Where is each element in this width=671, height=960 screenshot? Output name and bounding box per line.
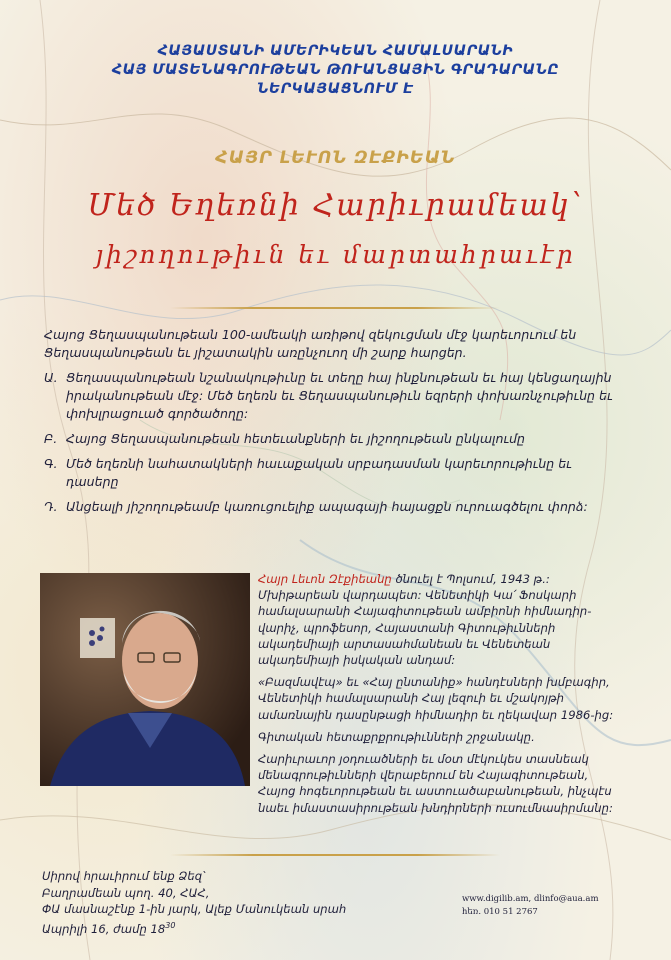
list-text: Մեծ եղեռնի նահատակների հաւաքական սրբադասման կարեւորութիւնը եւ դասերը [66, 456, 572, 489]
header-line-3: ՆԵՐԿԱՅԱՑՆՈՒՄ Է [257, 81, 414, 97]
list-marker: Դ. [44, 499, 58, 514]
bio-paragraph: Գիտական հետաքրքրութիւնների շրջանակը. [258, 729, 535, 744]
event-date-text: Ապրիլի 16, ժամը 18 [42, 921, 166, 936]
list-text: Անցեալի յիշողութեամբ կառուցուելիք ապագայի հայացքն ուրուագծելու փորձ: [66, 499, 588, 514]
speaker-name: ՀԱՅՐ ԼԵՒՈՆ ԶԷՔԻԵԱՆ [215, 148, 456, 168]
speaker-bio [258, 571, 618, 822]
list-marker: Գ. [44, 456, 58, 471]
contact-info [462, 893, 642, 919]
bio-paragraph: «Բազմավէպ» եւ «Հայ ընտանիք» հանդէսների խմբագիր, Վենետիկի համալսարանի Հայ լեզուի եւ մշակոյթի ամառնային դասընթացի հիմնադիր եւ ղեկավար 1986-ից: [258, 675, 614, 722]
event-details [42, 868, 372, 937]
header-line-2: ՀԱՅ ՄԱՏԵՆԱԳՐՈՒԹԵԱՆ ԹՈՒԱՆՑԱՅԻՆ ԳՐԱԴԱՐԱՆԸ [111, 62, 560, 78]
list-text: Հայոց Ցեղասպանութեան հետեւանքների եւ յիշողութեան ընկալումը [66, 431, 525, 446]
bio-text: ծնուել է Պոլսում, 1943 թ.: Մխիթարեան վարդապետ: Վենետիկի Կա՛ Ֆոսկարի համալսարանի Հայագիտութեան ամբիոնի հիմնադիր-վարիչ, պրոֆեսոր, Հայաստանի Գիտութիւնների ակադեմիայի արտասահմանեան եւ Վենետեան ակադեմիայի իսկական անդամ: [258, 572, 592, 668]
intro-text: Հայոց Ցեղասպանութեան 100-ամեակի առիթով զեկուցման մէջ կարեւորւում են Ցեղասպանութեան եւ յիշատակին առընչուող մի շարք հարցեր. [44, 327, 577, 360]
list-item [44, 369, 614, 423]
invitation-text: Սիրով հրաւիրում ենք Ձեզ՝ [42, 869, 205, 883]
title-line-1: Մեծ Եղեռնի Հարիւրամեակ՝ [87, 188, 584, 223]
address-line-2: ՓԱ մասնաշէնք 1-ին յարկ, Ալեք Մանուկեան սրահ [42, 902, 347, 916]
phone-number: հեռ. 010 51 2767 [462, 907, 538, 917]
list-item [44, 455, 614, 491]
website-email: www.digilib.am, dlinfo@aua.am [462, 894, 599, 904]
list-text: Ցեղասպանութեան նշանակութիւնը եւ տեղը հայ ինքնութեան եւ հայ կենցաղային իրականութեան մէջ: Մեծ եղեռն եւ Ցեղասպանութիւն եզրերի փոխառնչութիւնը եւ փոխլրացուած գործածողը: [66, 370, 613, 421]
list-marker: Բ. [44, 431, 58, 446]
event-date [42, 918, 372, 937]
top-divider [170, 307, 500, 309]
title-line-2: յիշողութիւն եւ մարտահրաւէր [95, 240, 576, 269]
list-item [44, 430, 614, 448]
header [0, 42, 671, 99]
bio-paragraph [258, 571, 618, 668]
address-line-1: Բաղրամեան պող. 40, ՀԱՀ, [42, 885, 210, 900]
bio-paragraph: Հարիւրաւոր յօդուածների եւ մօտ մէկուկես տասնեակ մենագրութիւնների վերաբերում են Հայագիտութեան, Հայոց հոգեւորութեան եւ աստուածաբանութեան, ինչպէս նաեւ իմաստասիրութեան խնդիրների ուսումնասիրմանը: [258, 752, 613, 815]
bio-name: Հայր Լեւոն Զէքիեանը [258, 572, 392, 586]
bottom-divider [170, 854, 500, 856]
abstract [44, 326, 614, 523]
list-marker: Ա. [44, 370, 58, 385]
list-item [44, 498, 614, 516]
event-time-minutes: 30 [165, 920, 176, 930]
header-line-1: ՀԱՅԱՍՏԱՆԻ ԱՄԵՐԻԿԵԱՆ ՀԱՄԱԼՍԱՐԱՆԻ [157, 43, 514, 59]
speaker-photo [40, 573, 250, 786]
